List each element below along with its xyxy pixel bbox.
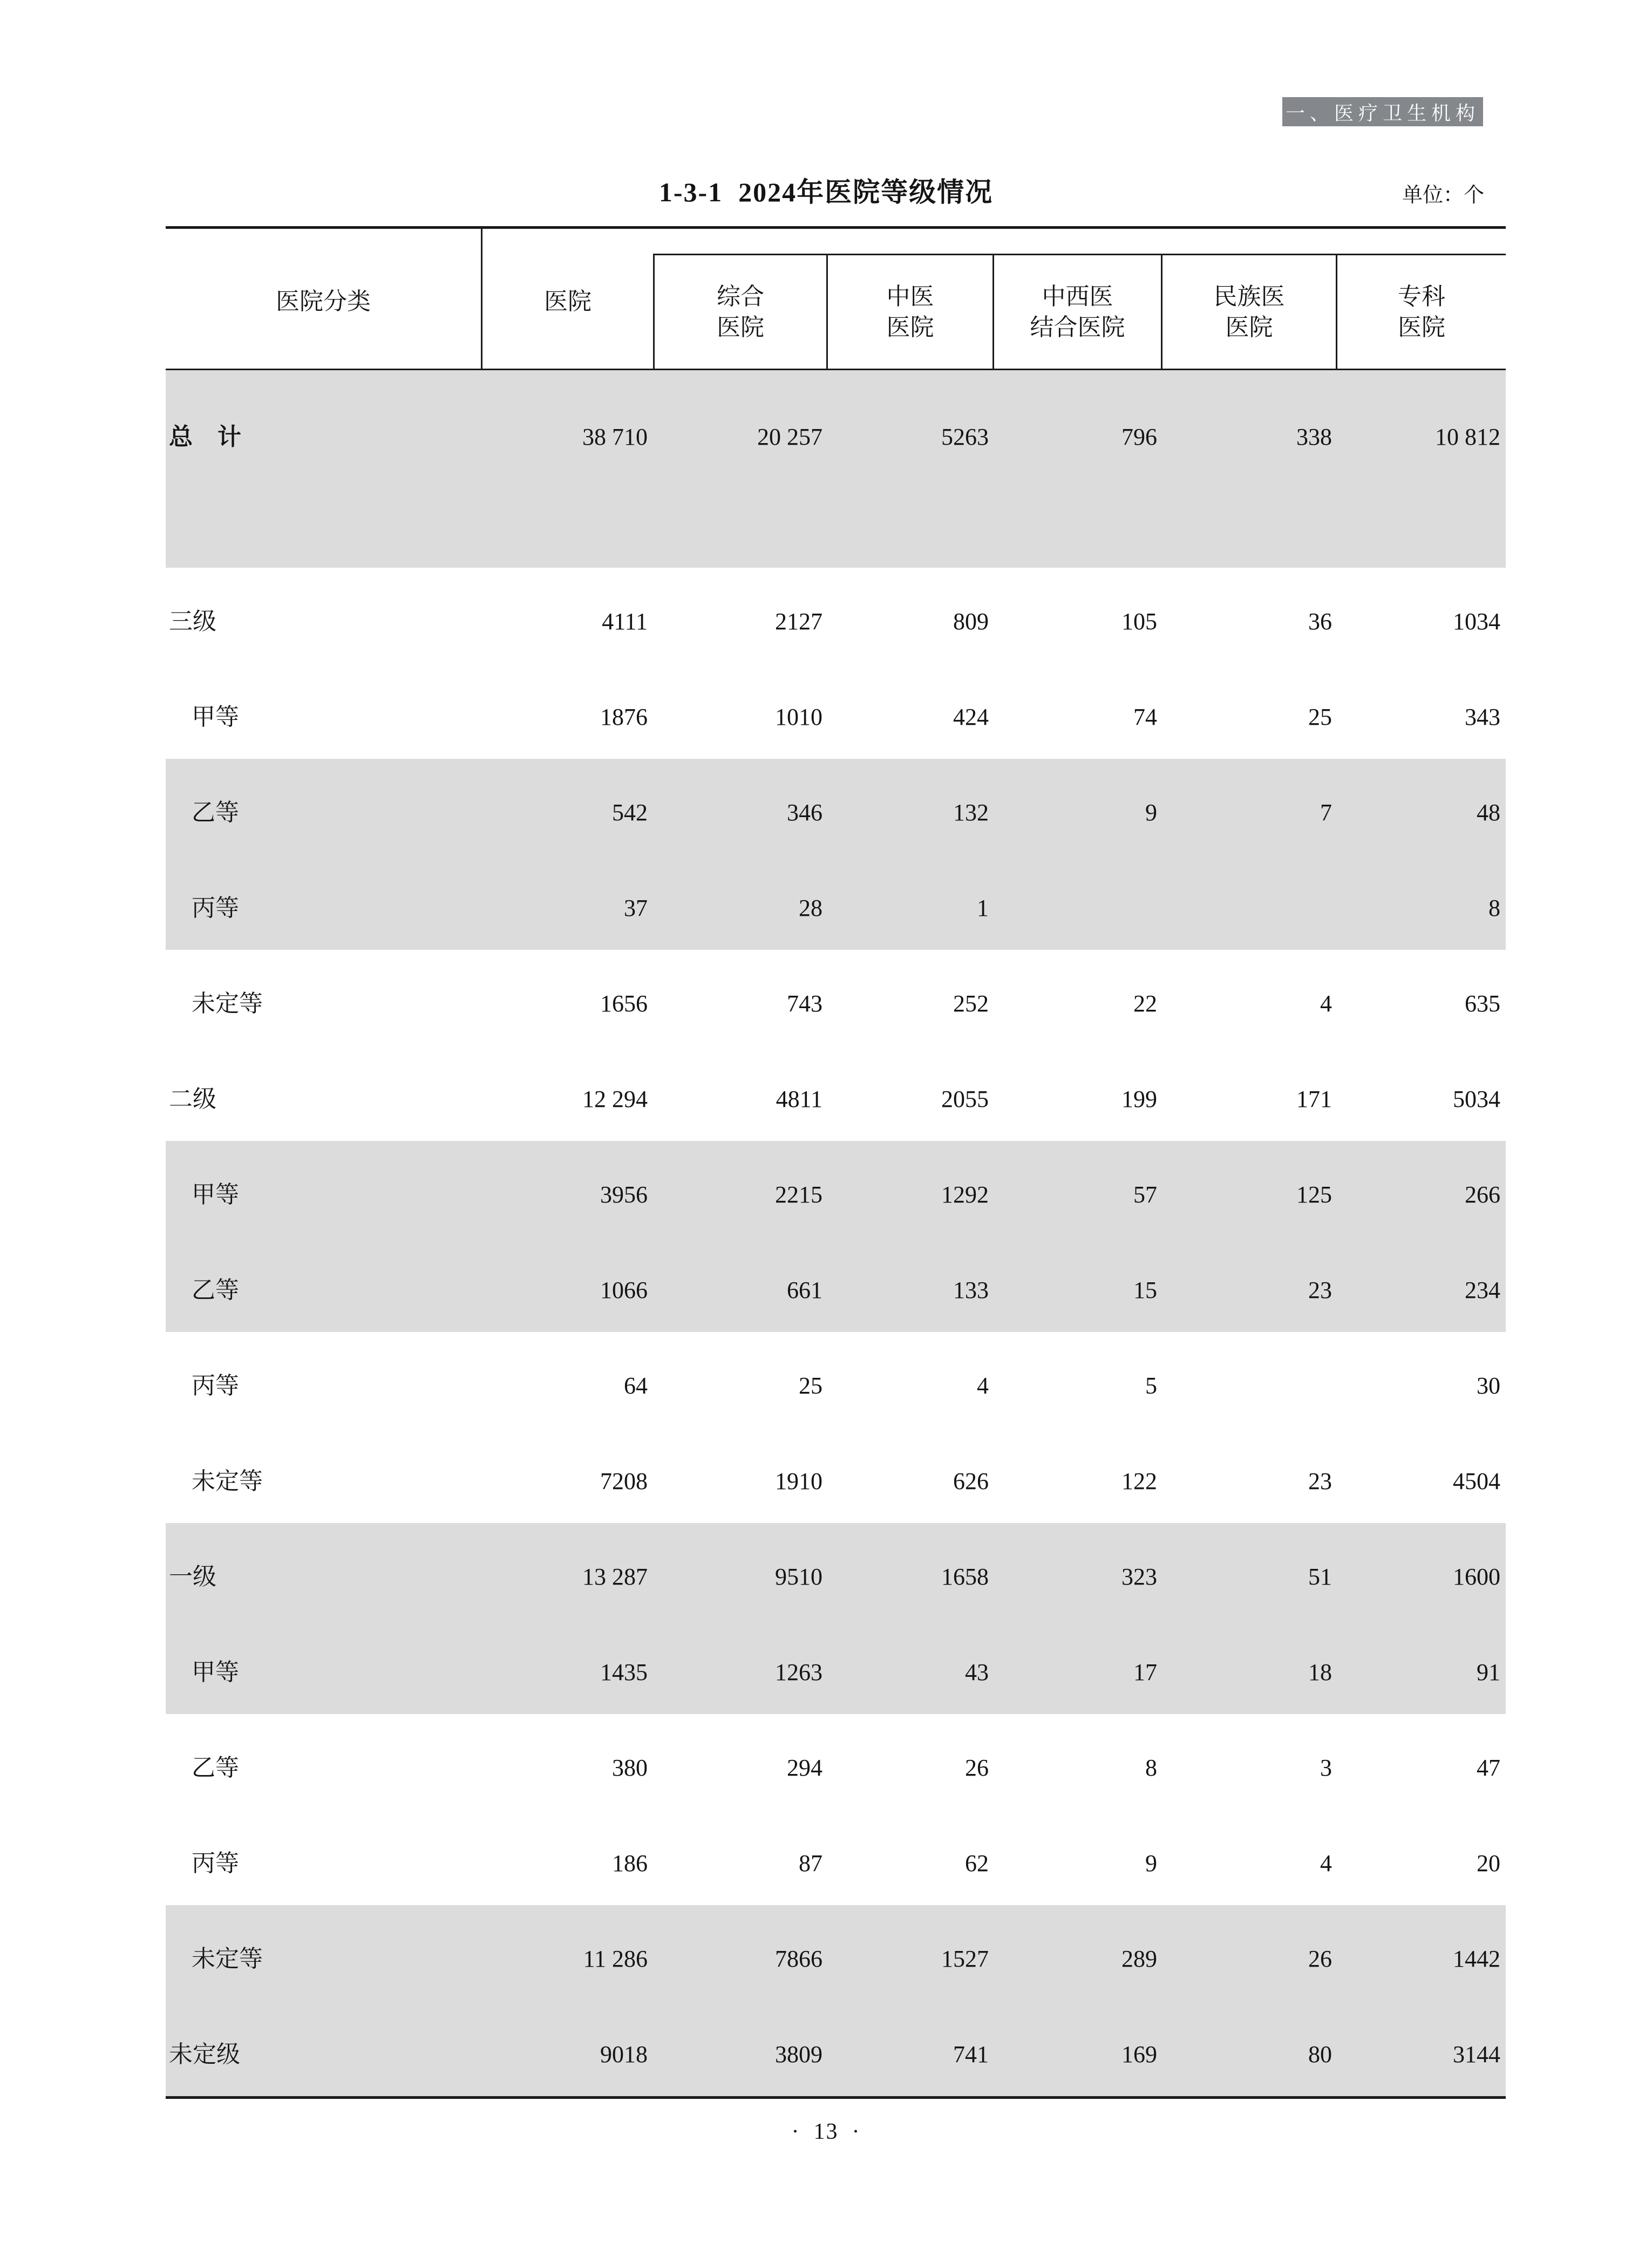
table-row (166, 854, 1506, 950)
cell-value: 18 (1308, 1659, 1332, 1685)
cell-value: 47 (1477, 1755, 1500, 1781)
table-row (166, 1141, 1506, 1236)
cell-value: 12 294 (582, 1086, 648, 1112)
cell-value: 9018 (600, 2041, 648, 2068)
row-label: 乙等 (192, 799, 239, 826)
col-header-line: 医院 (1398, 314, 1445, 341)
cell-value: 346 (787, 799, 822, 826)
table-row (166, 1810, 1506, 1905)
cell-value (994, 893, 1162, 950)
cell-value: 4 (1320, 990, 1332, 1017)
col-header-line: 医院 (886, 314, 934, 341)
col-header-ethnic-hospital (1162, 255, 1337, 369)
cell-value: 542 (612, 799, 648, 826)
cell-value: 25 (1308, 704, 1332, 730)
cell-value: 13 287 (582, 1563, 648, 1590)
row-label: 二级 (169, 1086, 216, 1112)
cell-value: 289 (1121, 1946, 1157, 1972)
unit-label: 单位：个 (1402, 184, 1484, 207)
row-label: 未定等 (192, 1946, 263, 1972)
cell-value: 323 (1121, 1563, 1157, 1590)
cell-value: 38 710 (582, 424, 648, 450)
table-header (166, 226, 1506, 370)
cell-value: 17 (1133, 1659, 1157, 1685)
cell-value: 23 (1308, 1468, 1332, 1494)
table-row (166, 663, 1506, 759)
cell-value: 132 (953, 799, 989, 826)
cell-value: 380 (612, 1755, 648, 1781)
cell-value: 294 (787, 1755, 822, 1781)
row-label: 总 计 (169, 424, 242, 450)
row-label: 甲等 (192, 704, 239, 730)
cell-value: 424 (953, 704, 989, 730)
col-header-general-hospital (655, 255, 828, 369)
cell-value (1162, 893, 1337, 950)
cell-value: 4504 (1453, 1468, 1500, 1494)
cell-value: 2055 (941, 1086, 989, 1112)
cell-value: 4111 (602, 608, 648, 635)
table-row (166, 1045, 1506, 1141)
row-label: 未定等 (192, 1468, 263, 1494)
cell-value: 1442 (1453, 1946, 1500, 1972)
table-row (166, 759, 1506, 854)
cell-value: 10 812 (1435, 424, 1500, 450)
table-row (166, 1236, 1506, 1332)
cell-value: 7 (1320, 799, 1332, 826)
cell-value: 3144 (1453, 2041, 1500, 2068)
cell-value: 74 (1133, 704, 1157, 730)
section-tag: 一、医疗卫生机构 (1282, 97, 1483, 126)
cell-value: 9510 (775, 1563, 822, 1590)
row-label: 一级 (169, 1563, 216, 1590)
cell-value: 2215 (775, 1181, 822, 1208)
table-row (166, 1332, 1506, 1427)
cell-value: 22 (1133, 990, 1157, 1017)
cell-value: 122 (1121, 1468, 1157, 1494)
cell-value: 1034 (1453, 608, 1500, 635)
cell-value: 11 286 (583, 1946, 648, 1972)
cell-value: 105 (1121, 608, 1157, 635)
row-label: 三级 (169, 608, 216, 635)
page-number: · 13 · (791, 2119, 861, 2144)
cell-value: 23 (1308, 1277, 1332, 1303)
table-row (166, 2001, 1506, 2096)
cell-value (1162, 1371, 1337, 1427)
col-header-tcm-hospital (828, 255, 994, 369)
cell-value: 169 (1121, 2041, 1157, 2068)
row-label: 甲等 (192, 1181, 239, 1208)
cell-value: 809 (953, 608, 989, 635)
cell-value: 91 (1477, 1659, 1500, 1685)
cell-value: 1435 (600, 1659, 648, 1685)
cell-value: 37 (624, 895, 648, 921)
cell-value: 7208 (600, 1468, 648, 1494)
cell-value: 36 (1308, 608, 1332, 635)
cell-value: 1010 (775, 704, 822, 730)
cell-value: 1 (977, 895, 989, 921)
cell-value: 15 (1133, 1277, 1157, 1303)
hospital-type-group (653, 254, 1506, 369)
cell-value: 199 (1121, 1086, 1157, 1112)
table-row (166, 1523, 1506, 1619)
table-row (166, 1905, 1506, 2001)
cell-value: 57 (1133, 1181, 1157, 1208)
cell-value: 7866 (775, 1946, 822, 1972)
cell-value: 1910 (775, 1468, 822, 1494)
table-row (166, 1714, 1506, 1810)
cell-value: 661 (787, 1277, 822, 1303)
cell-value: 51 (1308, 1563, 1332, 1590)
cell-value: 635 (1465, 990, 1500, 1017)
col-header-line: 民族医 (1213, 283, 1285, 310)
cell-value: 5263 (941, 424, 989, 450)
cell-value: 43 (965, 1659, 989, 1685)
cell-value: 1656 (600, 990, 648, 1017)
cell-value: 171 (1296, 1086, 1332, 1112)
table-row (166, 1619, 1506, 1714)
cell-value: 8 (1488, 895, 1500, 921)
cell-value: 3956 (600, 1181, 648, 1208)
cell-value: 80 (1308, 2041, 1332, 2068)
cell-value: 1600 (1453, 1563, 1500, 1590)
table-row (166, 568, 1506, 663)
cell-value: 25 (799, 1372, 822, 1399)
cell-value: 5034 (1453, 1086, 1500, 1112)
cell-value: 266 (1465, 1181, 1500, 1208)
col-header-line: 结合医院 (1030, 314, 1125, 341)
row-label: 乙等 (192, 1277, 239, 1303)
cell-value: 796 (1121, 424, 1157, 450)
cell-value: 234 (1465, 1277, 1500, 1303)
row-label: 丙等 (192, 1372, 239, 1399)
cell-value: 133 (953, 1277, 989, 1303)
row-label: 丙等 (192, 895, 239, 921)
col-header-line: 专科 (1398, 283, 1445, 310)
cell-value: 338 (1296, 424, 1332, 450)
hospital-grade-table (166, 226, 1506, 2099)
table-row (166, 1427, 1506, 1523)
col-header-integrated-hospital (994, 255, 1162, 369)
cell-value: 1876 (600, 704, 648, 730)
row-label: 乙等 (192, 1755, 239, 1781)
table-body (166, 370, 1506, 2099)
cell-value: 343 (1465, 704, 1500, 730)
cell-value: 741 (953, 2041, 989, 2068)
row-label: 甲等 (192, 1659, 239, 1685)
cell-value: 64 (624, 1372, 648, 1399)
cell-value: 743 (787, 990, 822, 1017)
col-header-hospital: 医院 (544, 288, 592, 315)
cell-value: 26 (1308, 1946, 1332, 1972)
col-header-line: 医院 (717, 314, 764, 341)
table-row (166, 950, 1506, 1045)
cell-value: 28 (799, 895, 822, 921)
cell-value: 87 (799, 1850, 822, 1877)
cell-value: 62 (965, 1850, 989, 1877)
cell-value: 4 (977, 1372, 989, 1399)
col-header-line: 中西医 (1042, 283, 1113, 310)
cell-value: 9 (1145, 799, 1157, 826)
cell-value: 1527 (941, 1946, 989, 1972)
cell-value: 8 (1145, 1755, 1157, 1781)
col-header-line: 中医 (886, 283, 934, 310)
cell-value: 9 (1145, 1850, 1157, 1877)
col-header-line: 综合 (717, 283, 764, 310)
cell-value: 1263 (775, 1659, 822, 1685)
cell-value: 125 (1296, 1181, 1332, 1208)
col-header-specialized-hospital (1337, 255, 1506, 369)
cell-value: 48 (1477, 799, 1500, 826)
cell-value: 186 (612, 1850, 648, 1877)
cell-value: 1292 (941, 1181, 989, 1208)
cell-value: 1658 (941, 1563, 989, 1590)
row-label: 未定级 (169, 2041, 240, 2068)
row-label: 丙等 (192, 1850, 239, 1877)
row-label: 未定等 (192, 990, 263, 1017)
col-header-line: 医院 (1225, 314, 1273, 341)
table-row-total (166, 370, 1506, 568)
col-header-classification: 医院分类 (166, 229, 482, 369)
cell-value: 3 (1320, 1755, 1332, 1781)
cell-value: 30 (1477, 1372, 1500, 1399)
cell-value: 20 (1477, 1850, 1500, 1877)
cell-value: 2127 (775, 608, 822, 635)
cell-value: 4 (1320, 1850, 1332, 1877)
page-title: 1-3-1 2024年医院等级情况 (658, 177, 994, 207)
cell-value: 26 (965, 1755, 989, 1781)
cell-value: 626 (953, 1468, 989, 1494)
cell-value: 4811 (776, 1086, 822, 1112)
cell-value: 5 (1145, 1372, 1157, 1399)
cell-value: 3809 (775, 2041, 822, 2068)
cell-value: 252 (953, 990, 989, 1017)
cell-value: 20 257 (757, 424, 822, 450)
cell-value: 1066 (600, 1277, 648, 1303)
